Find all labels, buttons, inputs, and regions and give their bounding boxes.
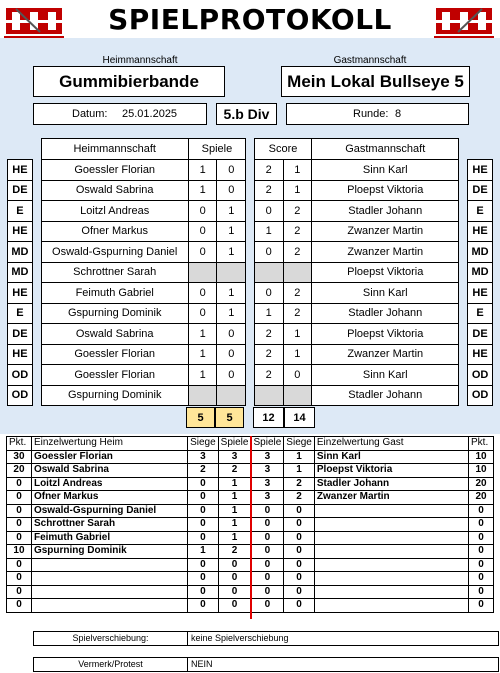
stats-guest-player [314, 531, 468, 545]
stats-pkt-home: 30 [7, 450, 32, 464]
total-games-guest: 5 [215, 407, 244, 428]
match-code-home: HE [8, 283, 33, 304]
match-home-player: Gspurning Dominik [41, 385, 188, 406]
match-home-player: Loitzl Andreas [41, 201, 188, 222]
match-games-home: 1 [188, 180, 217, 201]
stats-pkt-home: 0 [7, 531, 32, 545]
stats-siege-guest: 1 [284, 450, 315, 464]
match-guest-player: Ploepst Viktoria [312, 180, 459, 201]
stats-spiele-guest: 0 [251, 545, 284, 559]
match-score-guest: 2 [283, 303, 312, 324]
match-row [8, 303, 493, 324]
col-spiele-home: Spiele [218, 437, 251, 451]
match-guest-player: Ploepst Viktoria [312, 262, 459, 283]
match-score-home [254, 385, 283, 406]
match-code-guest: OD [468, 365, 493, 386]
match-code-guest: DE [468, 324, 493, 345]
match-row [8, 221, 493, 242]
match-games-home: 0 [188, 221, 217, 242]
stats-siege-guest: 0 [284, 545, 315, 559]
stats-pkt-home: 0 [7, 491, 32, 505]
stats-pkt-guest: 0 [469, 531, 494, 545]
stats-spiele-home: 1 [218, 504, 251, 518]
match-games-guest: 1 [217, 283, 246, 304]
postpone-label: Spielverschiebung: [34, 632, 188, 645]
stats-spiele-guest: 3 [251, 491, 284, 505]
match-home-player: Feimuth Gabriel [41, 283, 188, 304]
stats-spiele-home: 0 [218, 599, 251, 613]
match-guest-player: Ploepst Viktoria [312, 324, 459, 345]
postpone-row [33, 631, 499, 646]
match-row [8, 385, 493, 406]
match-row [8, 324, 493, 345]
stats-siege-guest: 0 [284, 504, 315, 518]
stats-siege-home: 0 [188, 518, 219, 532]
stats-guest-player [314, 599, 468, 613]
stats-siege-home: 0 [188, 558, 219, 572]
match-table [7, 138, 493, 406]
stats-pkt-home: 20 [7, 464, 32, 478]
match-score-home: 0 [254, 242, 283, 263]
stats-guest-player [314, 545, 468, 559]
match-games-guest: 0 [217, 160, 246, 181]
stats-spiele-home: 2 [218, 545, 251, 559]
stats-spiele-guest: 0 [251, 572, 284, 586]
match-games-home: 1 [188, 365, 217, 386]
stats-spiele-home: 0 [218, 558, 251, 572]
match-score-guest [283, 385, 312, 406]
stats-pkt-guest: 0 [469, 558, 494, 572]
match-code-home: OD [8, 385, 33, 406]
stats-spiele-guest: 0 [251, 585, 284, 599]
stats-home-player: Oswald Sabrina [31, 464, 187, 478]
round-box [286, 103, 469, 125]
match-code-home: MD [8, 242, 33, 263]
stats-siege-guest: 2 [284, 477, 315, 491]
stats-pkt-guest: 10 [469, 464, 494, 478]
total-games-home: 5 [186, 407, 215, 428]
round-value: 8 [395, 108, 402, 120]
stats-pkt-guest: 0 [469, 572, 494, 586]
stats-spiele-guest: 0 [251, 531, 284, 545]
division-badge: 5.b Div [216, 103, 277, 125]
match-home-player: Goessler Florian [41, 160, 188, 181]
col-pkt-home: Pkt. [7, 437, 32, 451]
match-home-player: Oswald Sabrina [41, 180, 188, 201]
match-code-home: E [8, 303, 33, 324]
stats-guest-player [314, 572, 468, 586]
title-bar [0, 0, 500, 38]
stats-spiele-guest: 3 [251, 464, 284, 478]
match-score-guest: 2 [283, 221, 312, 242]
match-code-home: HE [8, 160, 33, 181]
stats-pkt-home: 0 [7, 599, 32, 613]
stats-spiele-guest: 0 [251, 504, 284, 518]
stats-siege-home: 0 [188, 599, 219, 613]
stats-spiele-guest: 3 [251, 450, 284, 464]
col-score: Score [254, 139, 311, 160]
guest-team-name: Mein Lokal Bullseye 5 [281, 66, 470, 97]
stats-guest-player: Ploepst Viktoria [314, 464, 468, 478]
match-games-guest: 1 [217, 221, 246, 242]
stats-spiele-home: 2 [218, 464, 251, 478]
match-games-guest: 1 [217, 242, 246, 263]
match-home-player: Goessler Florian [41, 344, 188, 365]
stats-siege-home: 0 [188, 477, 219, 491]
match-score-guest [283, 262, 312, 283]
match-code-guest: E [468, 303, 493, 324]
date-value: 25.01.2025 [122, 108, 178, 120]
divider-line [250, 436, 252, 619]
col-spiele-guest: Spiele [251, 437, 284, 451]
stats-pkt-home: 0 [7, 572, 32, 586]
match-games-home [188, 262, 217, 283]
page-title: SPIELPROTOKOLL [108, 3, 392, 36]
match-code-home: E [8, 201, 33, 222]
stats-siege-guest: 0 [284, 531, 315, 545]
stats-pkt-guest: 0 [469, 599, 494, 613]
match-score-guest: 2 [283, 283, 312, 304]
match-games-guest: 1 [217, 303, 246, 324]
stats-pkt-guest: 0 [469, 518, 494, 532]
match-code-guest: MD [468, 242, 493, 263]
match-score-home: 1 [254, 221, 283, 242]
stats-siege-home: 0 [188, 491, 219, 505]
postpone-value: keine Spielverschiebung [191, 633, 289, 643]
home-team-label: Heimmannschaft [102, 55, 178, 66]
stats-spiele-guest: 3 [251, 477, 284, 491]
match-code-guest: MD [468, 262, 493, 283]
match-games-home: 0 [188, 242, 217, 263]
stats-pkt-home: 0 [7, 518, 32, 532]
match-row [8, 344, 493, 365]
stats-pkt-home: 0 [7, 504, 32, 518]
match-code-home: HE [8, 344, 33, 365]
match-score-home: 0 [254, 283, 283, 304]
round-label: Runde: [353, 108, 389, 120]
guest-team-label: Gastmannschaft [333, 55, 407, 66]
stats-pkt-guest: 0 [469, 585, 494, 599]
stats-spiele-home: 1 [218, 477, 251, 491]
match-home-player: Gspurning Dominik [41, 303, 188, 324]
match-games-home: 0 [188, 303, 217, 324]
match-row [8, 262, 493, 283]
match-score-home: 0 [254, 201, 283, 222]
stats-home-player: Gspurning Dominik [31, 545, 187, 559]
stats-home-player: Goessler Florian [31, 450, 187, 464]
match-home-player: Schrottner Sarah [41, 262, 188, 283]
total-score-home: 12 [253, 407, 284, 428]
match-code-home: OD [8, 365, 33, 386]
match-score-guest: 0 [283, 365, 312, 386]
match-code-guest: DE [468, 180, 493, 201]
stats-siege-home: 0 [188, 572, 219, 586]
match-games-guest: 0 [217, 324, 246, 345]
stats-siege-home: 0 [188, 531, 219, 545]
stats-siege-guest: 0 [284, 518, 315, 532]
col-guest-team: Gastmannschaft [312, 139, 459, 160]
note-value: NEIN [191, 659, 213, 669]
stats-siege-home: 0 [188, 585, 219, 599]
match-code-guest: OD [468, 385, 493, 406]
stats-home-player: Oswald-Gspurning Daniel [31, 504, 187, 518]
match-score-guest: 1 [283, 180, 312, 201]
stats-pkt-guest: 0 [469, 504, 494, 518]
stats-spiele-home: 0 [218, 572, 251, 586]
match-code-guest: HE [468, 344, 493, 365]
match-score-guest: 1 [283, 344, 312, 365]
stats-siege-guest: 0 [284, 585, 315, 599]
match-guest-player: Zwanzer Martin [312, 344, 459, 365]
stats-pkt-home: 10 [7, 545, 32, 559]
stats-spiele-home: 3 [218, 450, 251, 464]
match-score-home: 1 [254, 303, 283, 324]
match-row [8, 180, 493, 201]
match-home-player: Ofner Markus [41, 221, 188, 242]
match-code-home: DE [8, 180, 33, 201]
stats-spiele-home: 0 [218, 585, 251, 599]
stats-siege-home: 0 [188, 504, 219, 518]
home-team-name: Gummibierbande [33, 66, 225, 97]
stats-pkt-guest: 0 [469, 545, 494, 559]
match-games-guest: 0 [217, 180, 246, 201]
stats-guest-player [314, 558, 468, 572]
match-row [8, 365, 493, 386]
match-code-guest: HE [468, 283, 493, 304]
stats-spiele-guest: 0 [251, 518, 284, 532]
match-score-home: 2 [254, 160, 283, 181]
match-row [8, 242, 493, 263]
match-score-home: 2 [254, 180, 283, 201]
match-guest-player: Stadler Johann [312, 385, 459, 406]
match-guest-player: Stadler Johann [312, 201, 459, 222]
match-games-home: 1 [188, 160, 217, 181]
stats-siege-home: 1 [188, 545, 219, 559]
match-score-guest: 2 [283, 242, 312, 263]
note-label: Vermerk/Protest [34, 658, 188, 671]
match-games-home: 1 [188, 344, 217, 365]
match-code-home: MD [8, 262, 33, 283]
match-games-home: 0 [188, 283, 217, 304]
stats-guest-player: Stadler Johann [314, 477, 468, 491]
match-score-home: 2 [254, 365, 283, 386]
stats-siege-home: 2 [188, 464, 219, 478]
stats-spiele-home: 1 [218, 531, 251, 545]
col-siege-guest: Siege [284, 437, 315, 451]
date-label: Datum: [72, 108, 108, 120]
col-siege-home: Siege [188, 437, 219, 451]
match-games-guest [217, 385, 246, 406]
match-home-player: Oswald-Gspurning Daniel [41, 242, 188, 263]
match-row [8, 283, 493, 304]
match-games-guest: 0 [217, 365, 246, 386]
match-score-home: 2 [254, 344, 283, 365]
stats-siege-guest: 0 [284, 572, 315, 586]
match-code-guest: E [468, 201, 493, 222]
stats-siege-home: 3 [188, 450, 219, 464]
stats-spiele-home: 1 [218, 491, 251, 505]
match-games-home: 1 [188, 324, 217, 345]
stats-pkt-home: 0 [7, 558, 32, 572]
stats-pkt-guest: 20 [469, 477, 494, 491]
stats-guest-player [314, 585, 468, 599]
match-games-home: 0 [188, 201, 217, 222]
match-score-guest: 1 [283, 324, 312, 345]
match-score-home [254, 262, 283, 283]
stats-siege-guest: 1 [284, 464, 315, 478]
stats-home-player [31, 599, 187, 613]
match-guest-player: Sinn Karl [312, 160, 459, 181]
note-row [33, 657, 499, 672]
col-home-single: Einzelwertung Heim [31, 437, 187, 451]
match-games-guest: 1 [217, 201, 246, 222]
match-games-guest [217, 262, 246, 283]
stats-home-player [31, 558, 187, 572]
stats-home-player: Schrottner Sarah [31, 518, 187, 532]
match-guest-player: Zwanzer Martin [312, 221, 459, 242]
col-home-team: Heimmannschaft [41, 139, 188, 160]
stats-guest-player [314, 504, 468, 518]
col-pkt-guest: Pkt. [469, 437, 494, 451]
stats-home-player: Ofner Markus [31, 491, 187, 505]
date-box [33, 103, 207, 125]
stats-guest-player: Sinn Karl [314, 450, 468, 464]
match-guest-player: Zwanzer Martin [312, 242, 459, 263]
stats-home-player: Feimuth Gabriel [31, 531, 187, 545]
match-guest-player: Sinn Karl [312, 283, 459, 304]
stats-pkt-home: 0 [7, 585, 32, 599]
match-guest-player: Stadler Johann [312, 303, 459, 324]
match-home-player: Oswald Sabrina [41, 324, 188, 345]
match-games-guest: 0 [217, 344, 246, 365]
stats-guest-player: Zwanzer Martin [314, 491, 468, 505]
stats-siege-guest: 0 [284, 558, 315, 572]
match-row [8, 201, 493, 222]
stats-siege-guest: 0 [284, 599, 315, 613]
match-code-guest: HE [468, 221, 493, 242]
match-row [8, 160, 493, 181]
stats-spiele-home: 1 [218, 518, 251, 532]
stats-pkt-home: 0 [7, 477, 32, 491]
match-code-guest: HE [468, 160, 493, 181]
match-home-player: Goessler Florian [41, 365, 188, 386]
stats-siege-guest: 2 [284, 491, 315, 505]
stats-spiele-guest: 0 [251, 599, 284, 613]
col-games: Spiele [188, 139, 245, 160]
match-code-home: HE [8, 221, 33, 242]
stats-spiele-guest: 0 [251, 558, 284, 572]
match-guest-player: Sinn Karl [312, 365, 459, 386]
stats-pkt-guest: 10 [469, 450, 494, 464]
stats-guest-player [314, 518, 468, 532]
match-score-home: 2 [254, 324, 283, 345]
stats-home-player [31, 585, 187, 599]
stats-home-player [31, 572, 187, 586]
match-code-home: DE [8, 324, 33, 345]
total-score-guest: 14 [284, 407, 315, 428]
stats-pkt-guest: 20 [469, 491, 494, 505]
col-guest-single: Einzelwertung Gast [314, 437, 468, 451]
match-score-guest: 1 [283, 160, 312, 181]
match-games-home [188, 385, 217, 406]
stats-home-player: Loitzl Andreas [31, 477, 187, 491]
match-score-guest: 2 [283, 201, 312, 222]
